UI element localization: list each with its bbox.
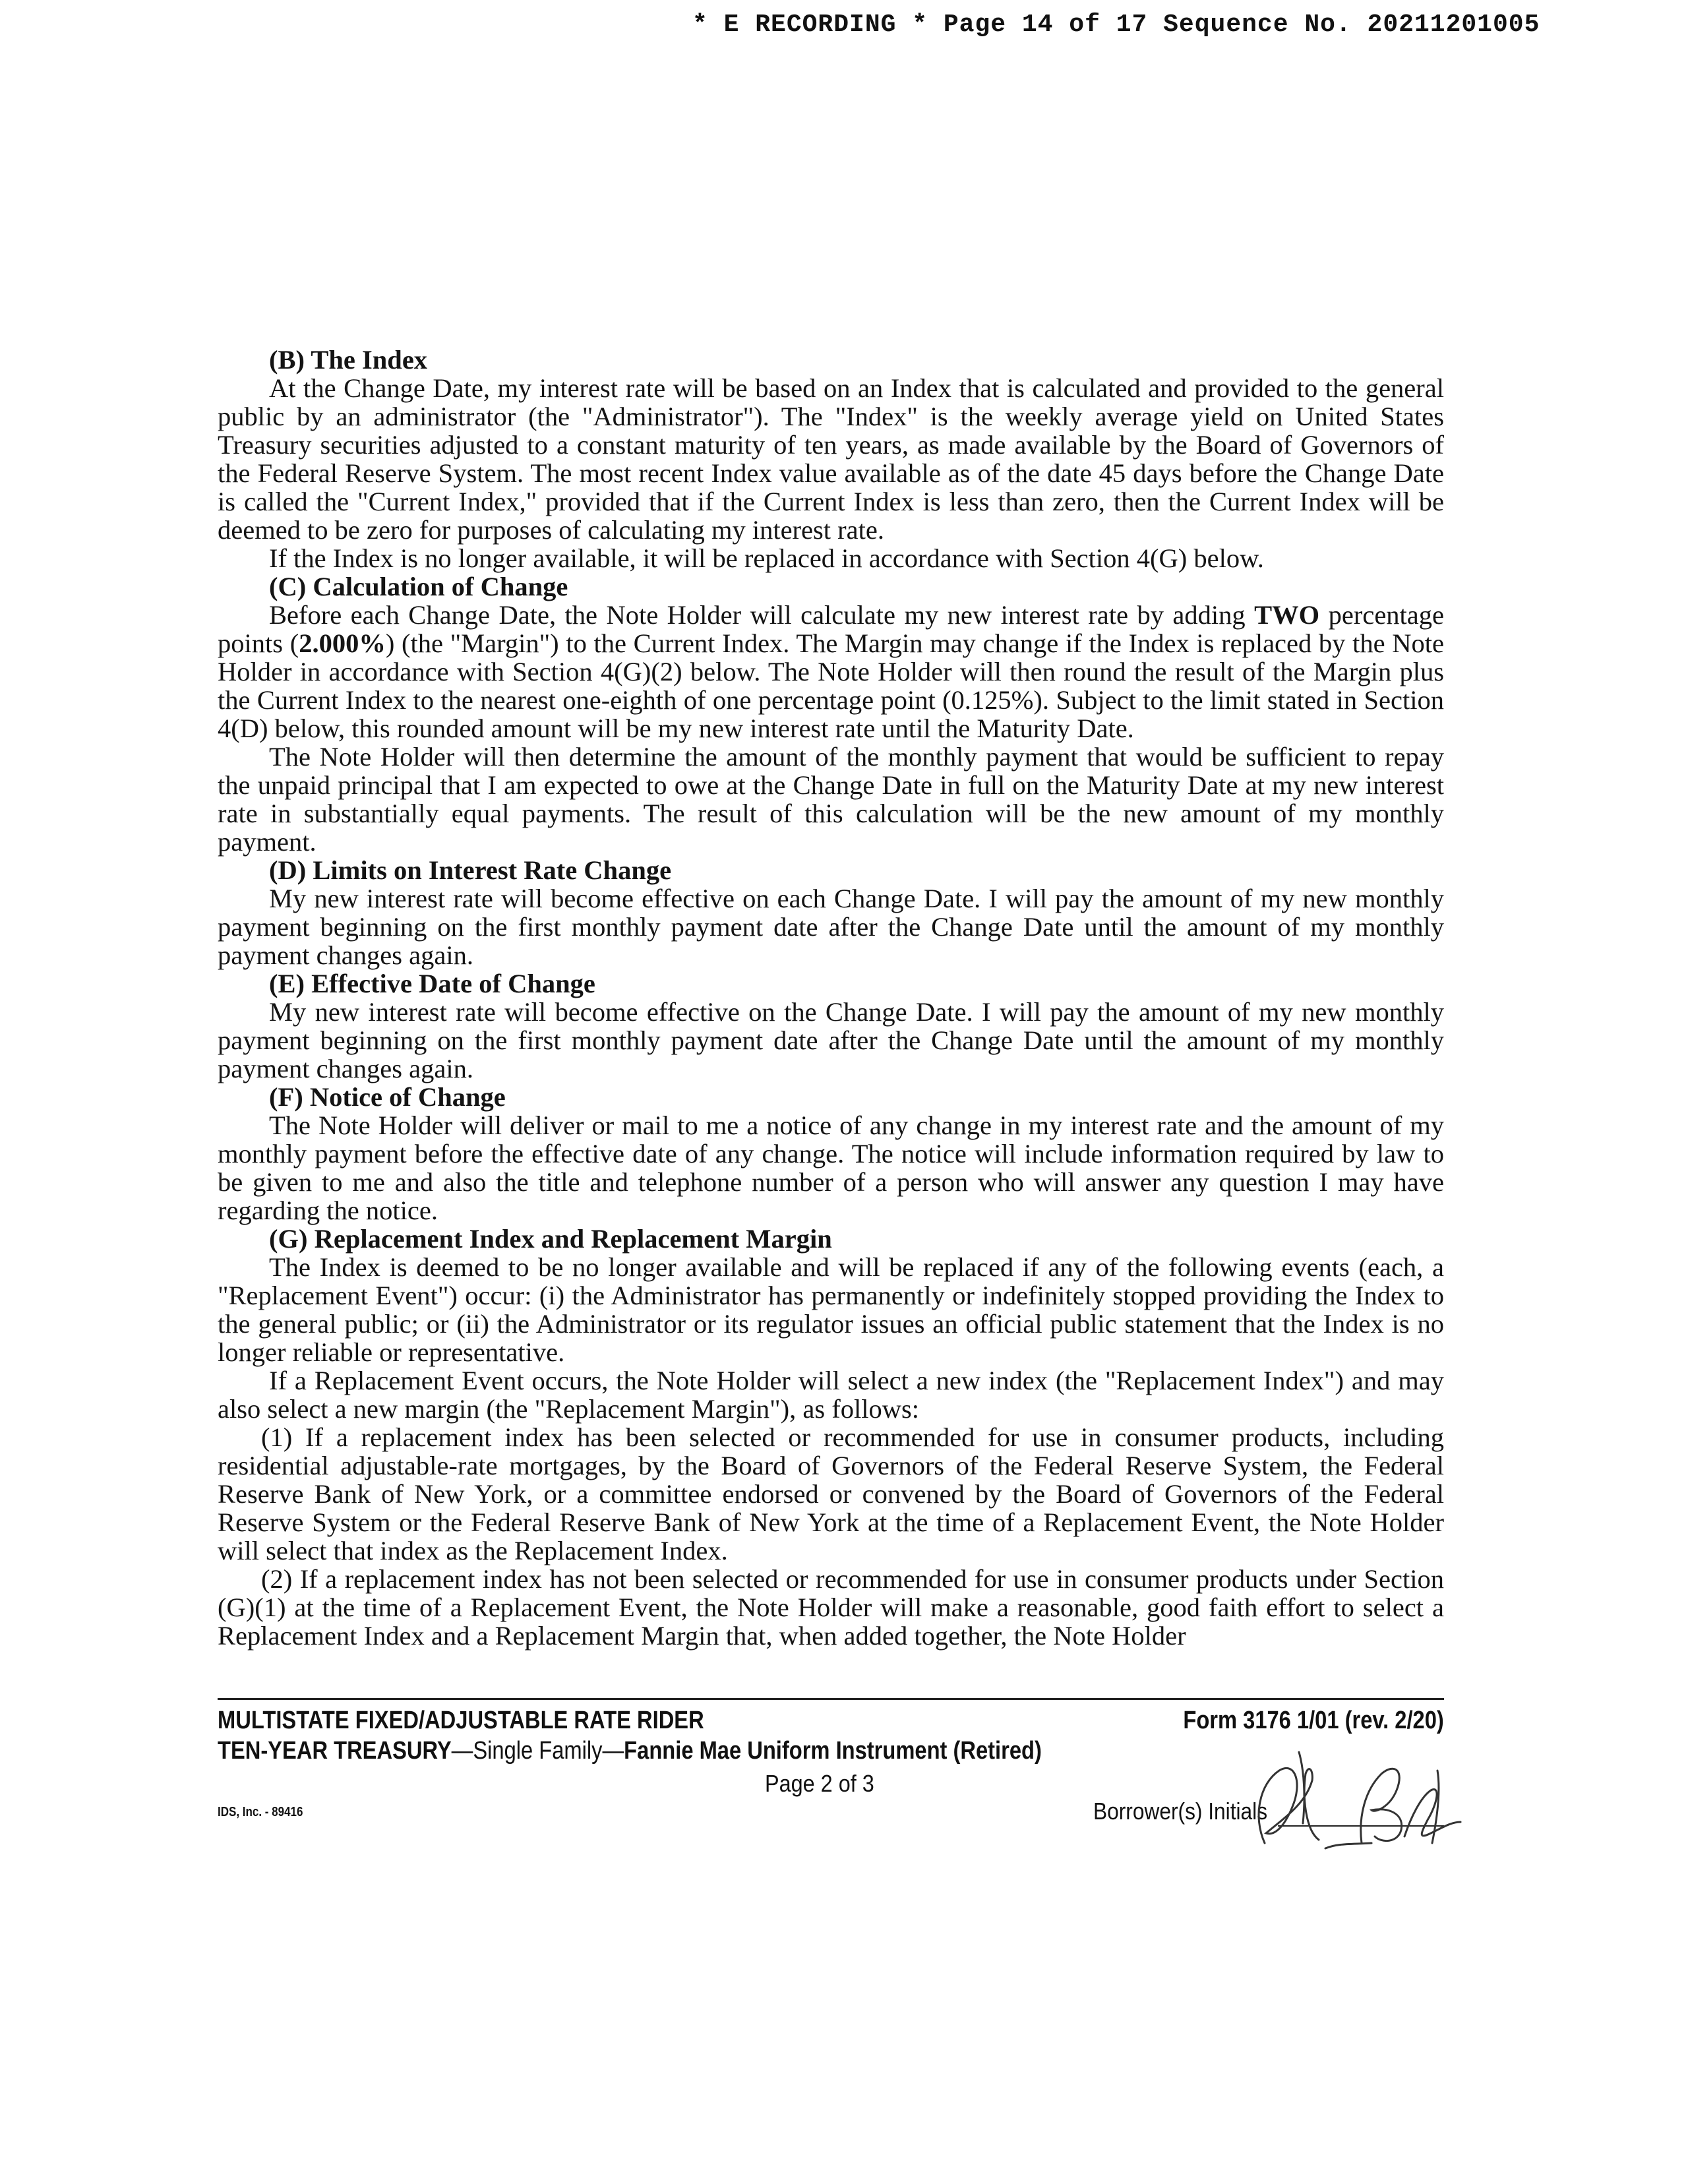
footer-row-1 xyxy=(218,1705,1444,1736)
text-run: ) (the "Margin") to the Current Index. The Margin may change if the Index is replaced by the Note Holder in accordance with Section 4(G)(2) below. The Note Holder will then round the result of the Margin plus the Current Index to the nearest one-eighth of one percentage point (0.125%). Subject to the limit stated in Section 4(D) below, this rounded amount will be my new interest rate until the Maturity Date. xyxy=(218,628,1444,743)
section-g-paragraph-1: The Index is deemed to be no longer available and will be replaced if any of the following events (each, a "Replacement Event") occur: (i) the Administrator has permanently or indefinitely stopped providing the Index to the general public; or (ii) the Administrator or its regulator issues an official public statement that the Index is no longer reliable or representative. xyxy=(218,1252,1444,1367)
initial-stroke xyxy=(1259,1768,1319,1843)
initial-stroke xyxy=(1299,1752,1304,1823)
subtitle-normal: —Single Family— xyxy=(451,1737,624,1765)
section-g-heading: (G) Replacement Index and Replacement Margin xyxy=(269,1224,832,1254)
section-d-heading: (D) Limits on Interest Rate Change xyxy=(269,855,672,885)
margin-words: TWO xyxy=(1254,600,1320,630)
text-run: percentage points ( xyxy=(218,600,1444,658)
ids-code: IDS, Inc. - 89416 xyxy=(218,1805,303,1819)
margin-value: 2.000% xyxy=(299,628,386,658)
recording-stamp: * E RECORDING * Page 14 of 17 Sequence No. 20211201005 xyxy=(692,11,1540,39)
initial-stroke xyxy=(1404,1790,1461,1836)
section-e-heading: (E) Effective Date of Change xyxy=(269,969,595,998)
section-c-paragraph-1 xyxy=(218,601,1444,743)
initial-stroke xyxy=(1361,1769,1402,1843)
section-c-heading: (C) Calculation of Change xyxy=(269,572,568,601)
section-g-paragraph-4: (2) If a replacement index has not been selected or recommended for use in consumer products under Section (G)(1) at the time of a Replacement Event, the Note Holder will make a reasonable, good faith effort to select a Replacement Index and a Replacement Margin that, when added together, the Note Holder xyxy=(218,1564,1444,1651)
section-f-paragraph-1: The Note Holder will deliver or mail to me a notice of any change in my interest rate and the amount of my monthly payment before the effective date of any change. The notice will include information required by law to be given to me and also the title and telephone number of a person who will answer any question I may have regarding the notice. xyxy=(218,1110,1444,1225)
initial-stroke xyxy=(1325,1843,1372,1848)
form-title: MULTISTATE FIXED/ADJUSTABLE RATE RIDER xyxy=(218,1707,704,1734)
section-b-heading: (B) The Index xyxy=(269,345,428,375)
subtitle-bold: TEN-YEAR TREASURY xyxy=(218,1737,452,1765)
section-b-paragraph-1: At the Change Date, my interest rate will be based on an Index that is calculated and provided to the general public by an administrator (the "Administrator"). The "Index" is the weekly average yield on United States Treasury securities adjusted to a constant maturity of ten years, as made available by the Board of Governors of the Federal Reserve System. The most recent Index value available as of the date 45 days before the Change Date is called the "Current Index," provided that if the Current Index is less than zero, then the Current Index will be deemed to be zero for purposes of calculating my interest rate. xyxy=(218,373,1444,545)
section-f-heading: (F) Notice of Change xyxy=(269,1082,506,1112)
section-d-paragraph-1: My new interest rate will become effective on each Change Date. I will pay the amount of my new monthly payment beginning on the first monthly payment date after the Change Date until the amount of my monthly payment changes again. xyxy=(218,884,1444,970)
section-e-paragraph-1: My new interest rate will become effective on the Change Date. I will pay the amount of my new monthly payment beginning on the first monthly payment date after the Change Date until the amount of my monthly payment changes again. xyxy=(218,997,1444,1083)
document-body xyxy=(218,346,1444,1650)
text-run: Before each Change Date, the Note Holder will calculate my new interest rate by adding xyxy=(269,600,1255,630)
section-b-paragraph-2: If the Index is no longer available, it will be replaced in accordance with Section 4(G) below. xyxy=(269,543,1264,573)
section-g-paragraph-3: (1) If a replacement index has been selected or recommended for use in consumer products, including residential adjustable-rate mortgages, by the Board of Governors of the Federal Reserve System, the Federal Reserve Bank of New York, or a committee endorsed or convened by the Board of Governors of the Federal Reserve System or the Federal Reserve Bank of New York at the time of a Replacement Event, the Note Holder will select that index as the Replacement Index. xyxy=(218,1422,1444,1565)
section-g-paragraph-2: If a Replacement Event occurs, the Note Holder will select a new index (the "Replacement Index") and may also select a new margin (the "Replacement Margin"), as follows: xyxy=(218,1366,1444,1424)
footer-rule xyxy=(218,1698,1444,1700)
initials-label: Borrower(s) Initials xyxy=(1093,1798,1268,1825)
borrower-initials-signature xyxy=(1240,1744,1464,1856)
form-number: Form 3176 1/01 (rev. 2/20) xyxy=(1183,1707,1444,1734)
page-number: Page 2 of 3 xyxy=(765,1770,874,1797)
form-subtitle xyxy=(218,1736,1273,1766)
section-c-paragraph-2: The Note Holder will then determine the amount of the monthly payment that would be sufficient to repay the unpaid principal that I am expected to owe at the Change Date in full on the Maturity Date at my new interest rate in substantially equal payments. The result of this calculation will be the new amount of my monthly payment. xyxy=(218,742,1444,857)
subtitle-bold: Fannie Mae Uniform Instrument (Retired) xyxy=(624,1737,1042,1765)
